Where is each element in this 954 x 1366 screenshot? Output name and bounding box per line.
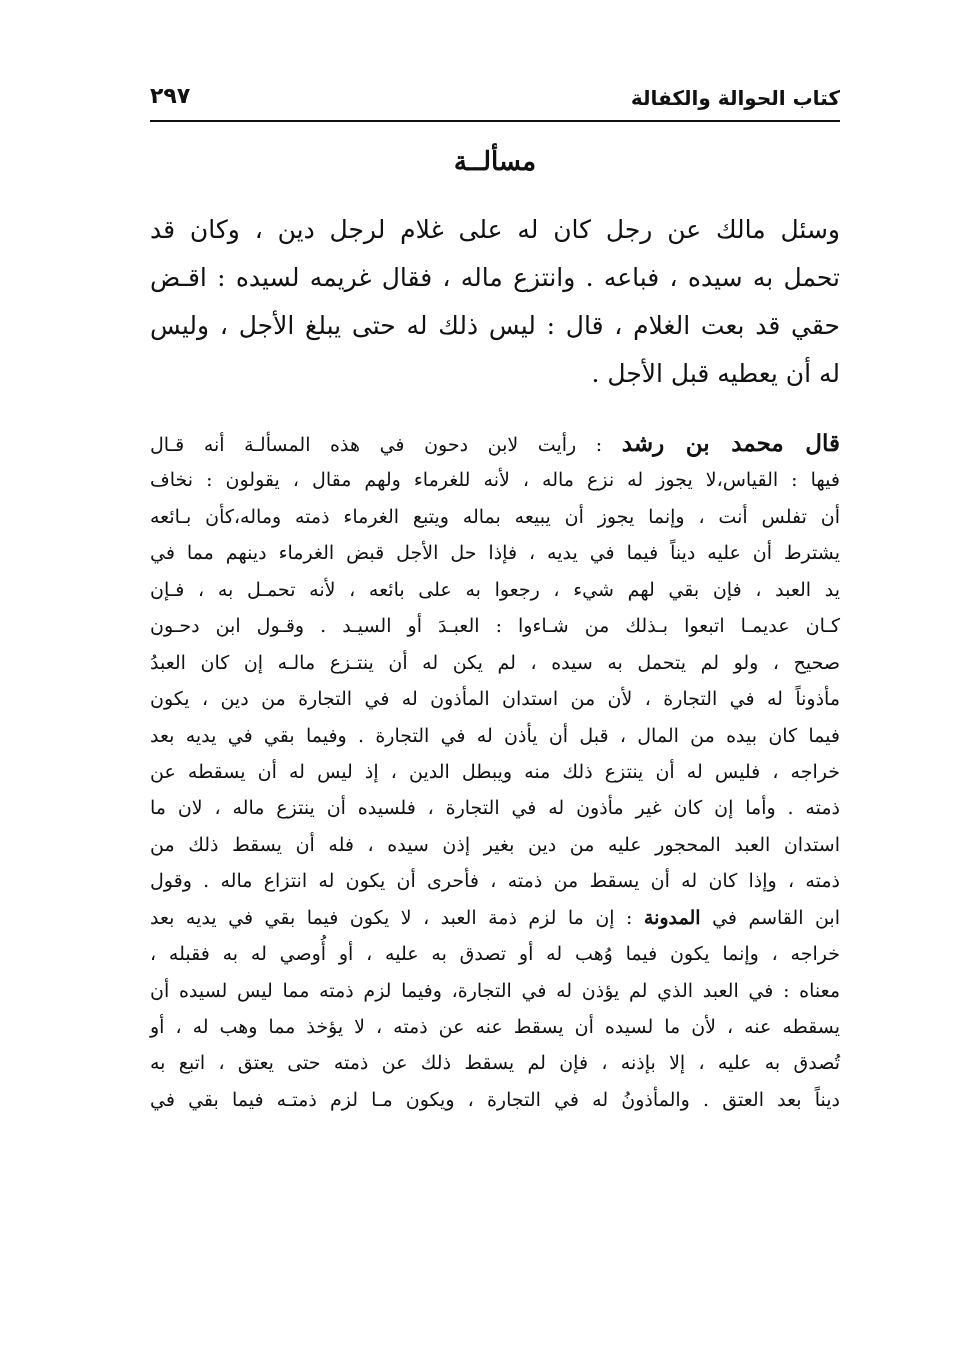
commentary-first-line	[150, 426, 840, 462]
commentary-first-line-text: : رأيت لابن دحون في هذه المسألـة أنه قـال	[150, 434, 622, 456]
commentary-line: استدان العبد المحجور عليه من دين بغير إذن سيده ، فله أن يسقط ذلك من	[150, 833, 840, 856]
commentary-line: فيما كان بيده من المال ، قبل أن يأذن له في التجارة . وفيما بقي في يديه بعد	[150, 724, 840, 747]
question-line: له أن يعطيه قبل الأجل .	[591, 359, 840, 388]
commentary-line: معناه : في العبد الذي لم يؤذن له في التجارة، وفيما لزم ذمته مما ليس لسيده أن	[150, 979, 840, 1002]
commentary-line: ذمته . وأما إن كان غير مأذون له في التجارة ، فلسيده أن ينتزع ماله ، لان ما	[150, 797, 840, 820]
commentary-line: يسقطه عنه ، لأن ما لسيده أن يسقط عنه عن ذمته ، لا يؤخذ مما وهب له ، أو	[150, 1016, 840, 1038]
question-line: وسئل مالك عن رجل كان له على غلام لرجل دين ، وكان قد	[150, 215, 840, 244]
commentary-line: يشترط أن عليه ديناً فيما في يديه ، فإذا حل الأجل قبض الغرماء دينهم مما في	[150, 542, 840, 565]
page-number: ٢٩٧	[150, 84, 191, 109]
commentary-line: خراجه ، فليس له أن ينتزع ذلك منه ويبطل الدين ، إذ ليس له أن يسقطه عن	[150, 760, 840, 783]
commentary-paragraph	[150, 426, 840, 1118]
commentary-line: كـان عديمـا اتبعوا بـذلك من شـاءوا : العبـدَ أو السيـد . وقـول ابن دحـون	[150, 615, 840, 638]
commentary-line-after: : إن ما لزم ذمة العبد ، لا يكون فيما بقي في يديه بعد	[150, 906, 644, 929]
question-paragraph	[150, 206, 840, 398]
commentary-mudawwana-line	[150, 900, 840, 936]
question-line: تحمل به سيده ، فباعه . وانتزع ماله ، فقال غريمه لسيده : اقـض	[150, 263, 840, 292]
commentary-line: أن تفلس أنت ، وإنما يجوز أن يبيعه بماله ويتبع الغرماء ذمته وماله،كأن بـائعه	[150, 505, 840, 528]
commentary-line: ذمته ، وإذا كان له أن يسقط من ذمته ، فأحرى أن يكون له انتزاع ماله . وقول	[150, 870, 840, 893]
header-rule	[150, 120, 840, 122]
page-header	[150, 80, 840, 122]
commentary-line: خراجه ، وإنما يكون فيما وُهب له أو تصدق به عليه ، أو أُوصي له به فقبله ،	[150, 943, 840, 966]
commentator-name: قال محمد بن رشد	[621, 430, 840, 457]
commentary-line: ديناً بعد العتق . والمأذونُ له في التجارة ، ويكون مـا لزم ذمتـه فيما بقي في	[150, 1088, 840, 1111]
running-title: كتاب الحوالة والكفالة	[630, 86, 840, 110]
commentary-line: مأذوناً له في التجارة ، لأن من استدان المأذون له في التجارة من دين ، يكون	[150, 688, 840, 711]
commentary-line: تُصدق به عليه ، إلا بإذنه ، فإن لم يسقط ذلك عن ذمته حتى يعتق ، اتبع به	[150, 1052, 840, 1075]
book-title-mudawwana: المدونة	[643, 906, 701, 929]
commentary-line: فيها : القياس،لا يجوز له نزع ماله ، لأنه للغرماء ولهم مقال ، يقولون : نخاف	[150, 469, 840, 492]
commentary-line: صحيح ، ولو لم يتحمل به سيده ، لم يكن له أن ينتـزع مالـه إن كان العبدُ	[150, 651, 840, 674]
commentary-line: يد العبد ، فإن بقي لهم شيء ، رجعوا به على بائعه ، لأنه تحمـل به ، فـإن	[150, 578, 840, 601]
commentary-line-before: ابن القاسم في	[700, 906, 840, 929]
section-title: مسألــة	[453, 147, 537, 177]
question-line: حقي قد بعت الغلام ، قال : ليس ذلك له حتى يبلغ الأجل ، وليس	[150, 311, 840, 340]
